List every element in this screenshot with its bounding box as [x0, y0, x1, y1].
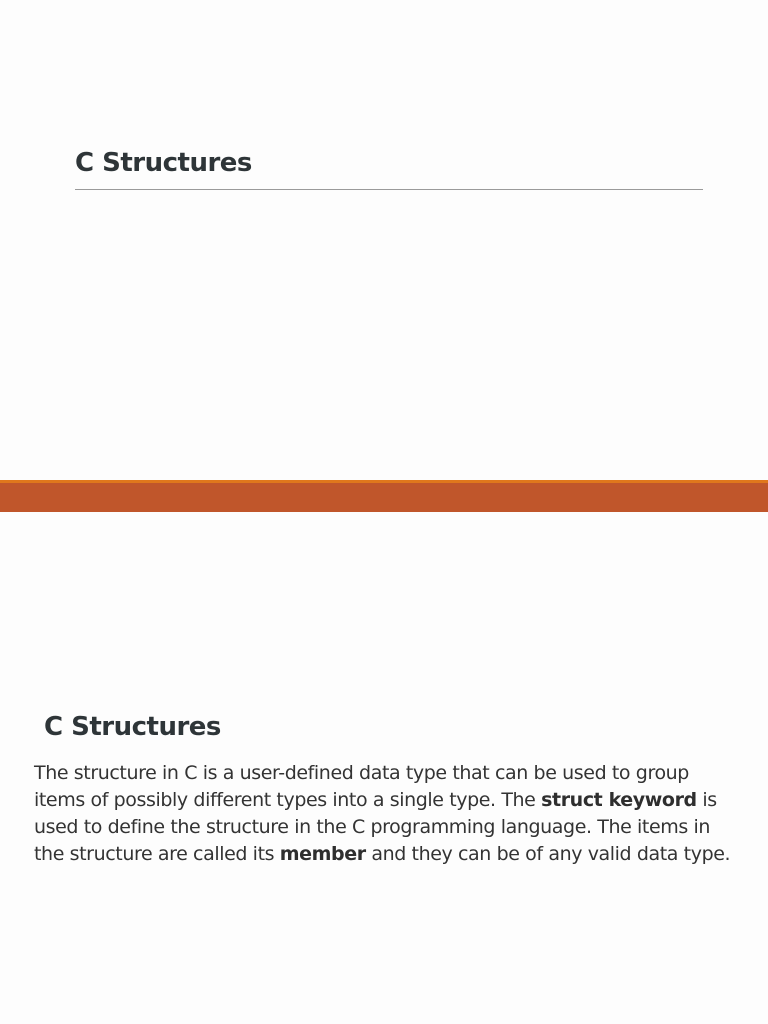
title-underline: [75, 189, 703, 190]
slide-1: [0, 0, 768, 480]
keyword-member: member: [279, 843, 366, 865]
paragraph-text-1: The structure in C is a user-defined data type that can be used to group items of possibly different types into a single type. The: [34, 762, 689, 811]
body-paragraph: [34, 760, 734, 868]
slide-1-title: C Structures: [75, 148, 252, 178]
slide-2: [0, 512, 768, 1024]
paragraph-text-3: and they can be of any valid data type.: [365, 843, 731, 865]
paragraph-text-2: is used to define the structure in the C programming language. The items in the structure are called its: [34, 789, 717, 865]
keyword-struct: struct keyword: [541, 789, 697, 811]
slide-separator-bar: [0, 480, 768, 512]
slide-2-title: C Structures: [44, 712, 221, 742]
